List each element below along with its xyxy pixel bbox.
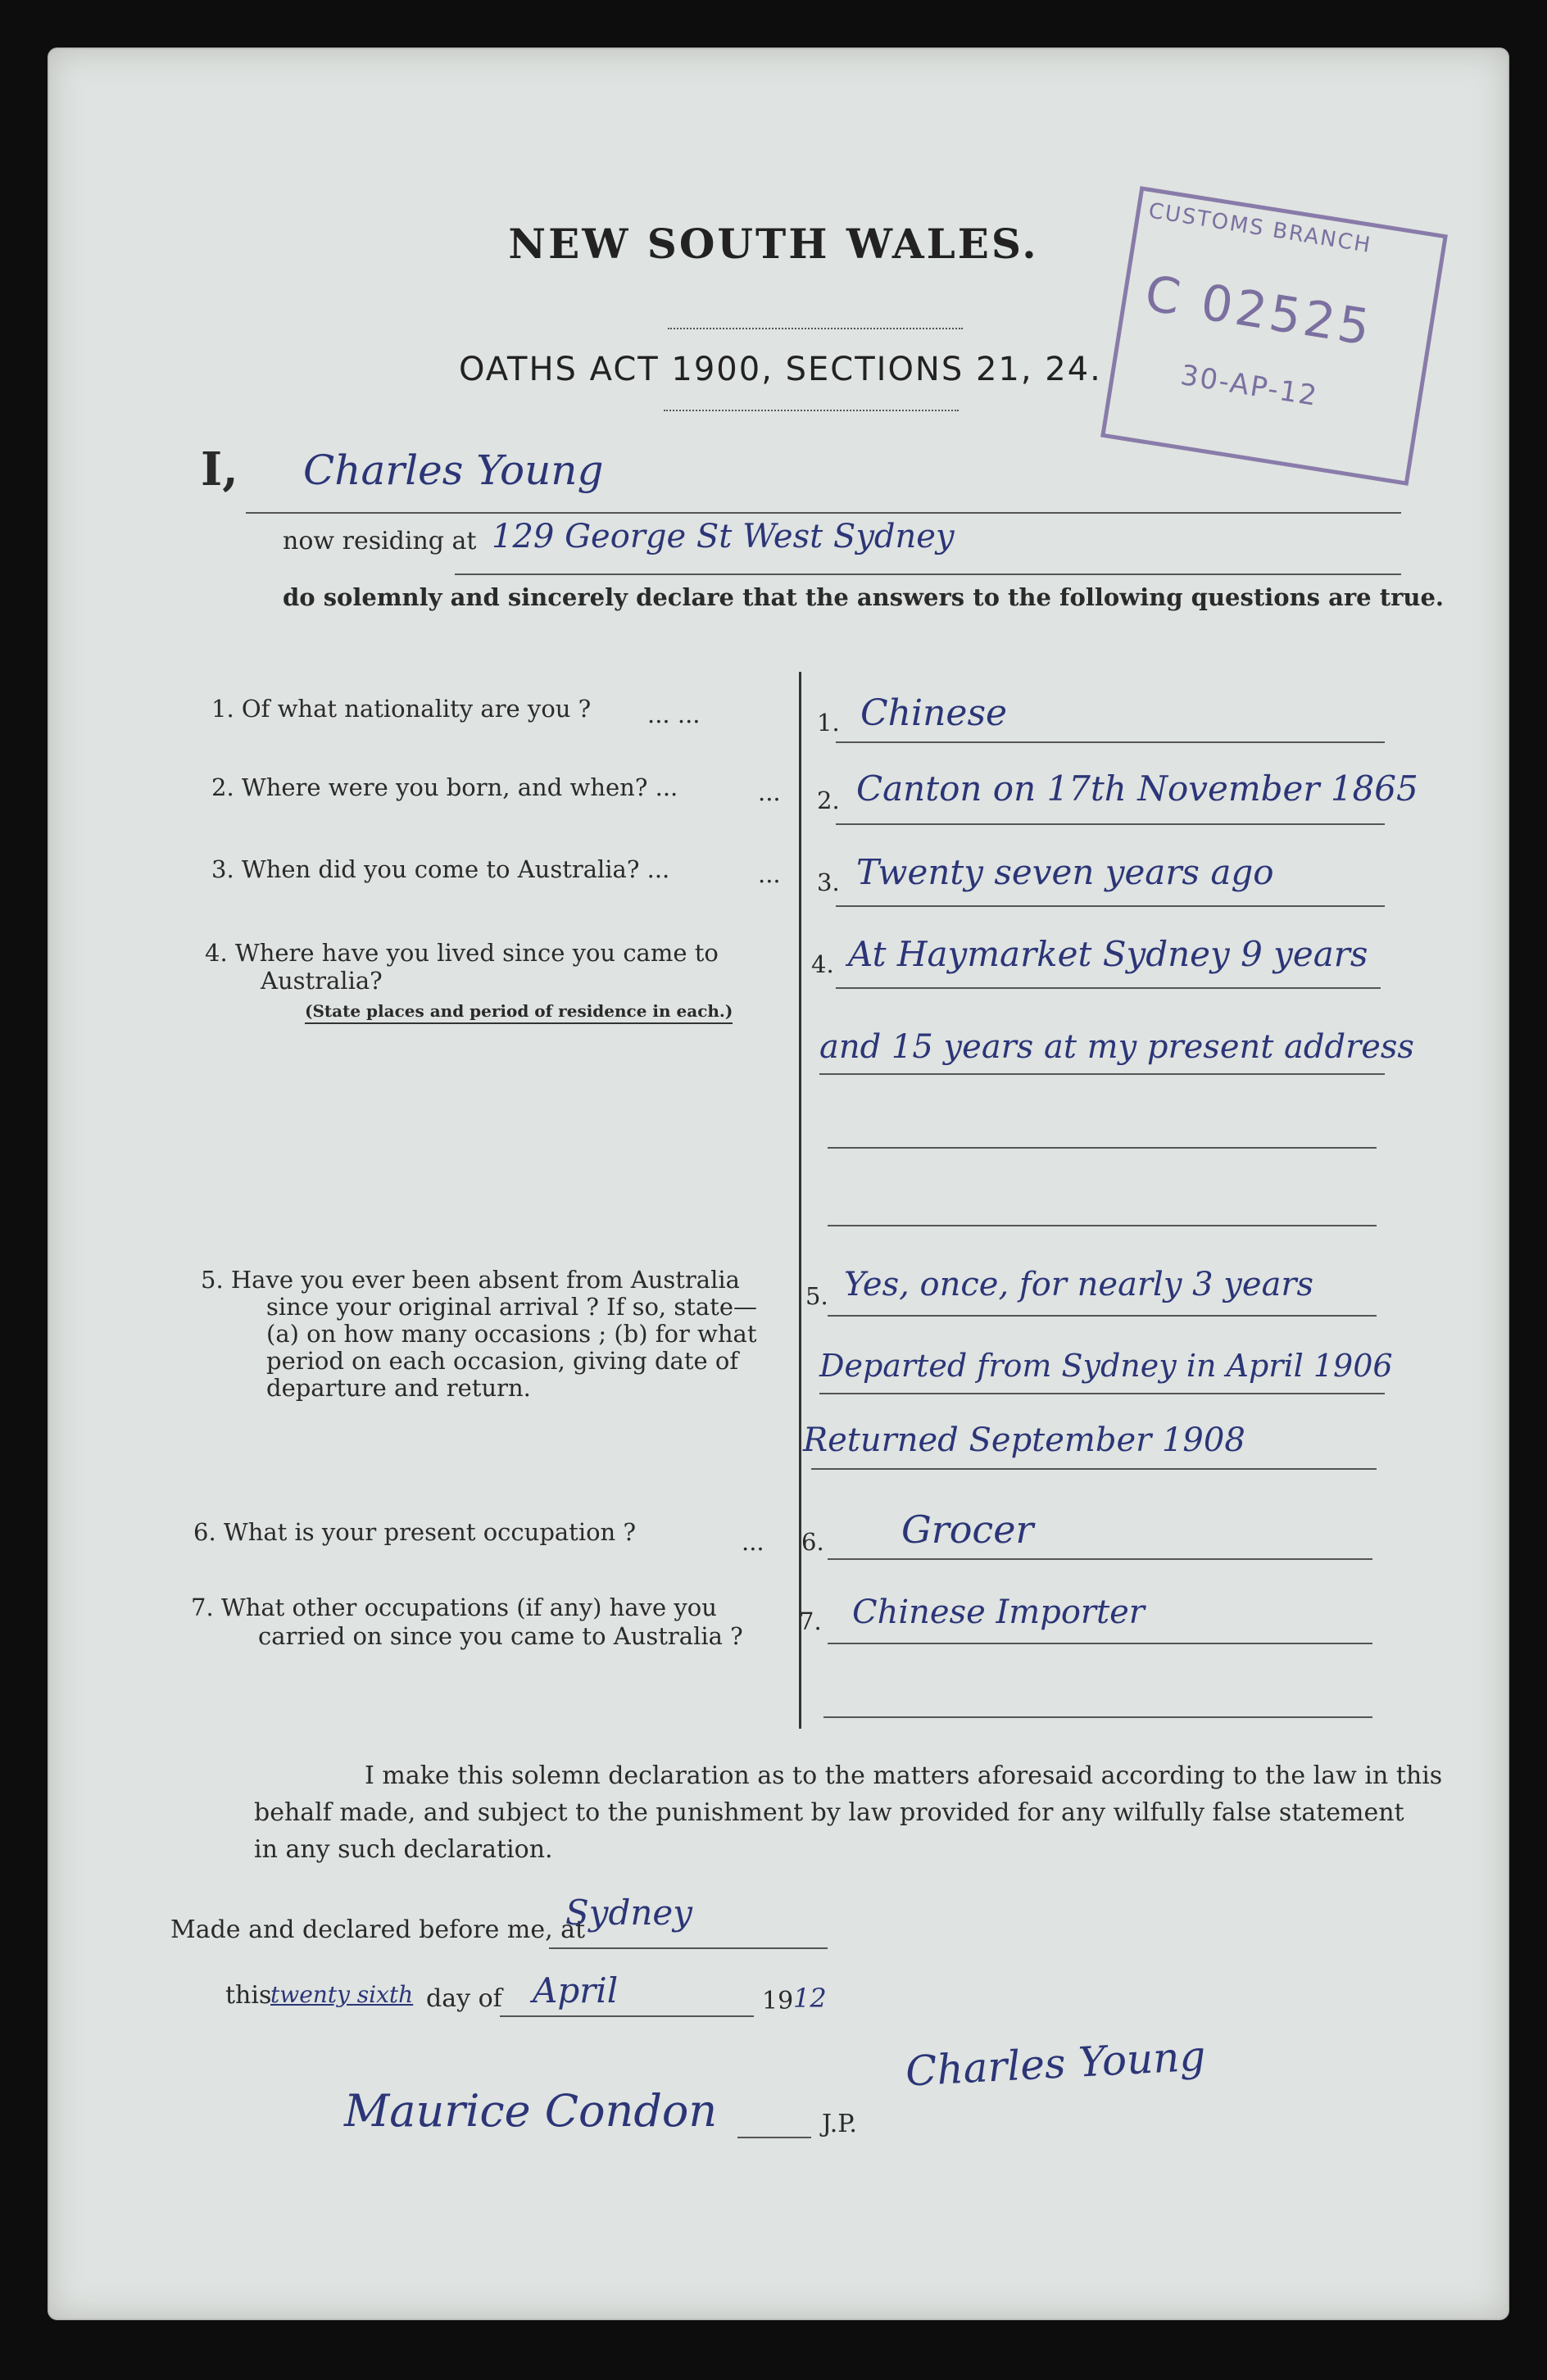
answer-5-line-3-rule	[811, 1468, 1377, 1470]
year-prefix: 19	[762, 1987, 794, 2015]
answer-4-line-2-rule	[819, 1073, 1385, 1075]
declaration-line-1: I make this solemn declaration as to the matters aforesaid according to the law in this	[365, 1761, 1443, 1790]
answer-4-number: 4.	[811, 950, 834, 978]
question-4-line-2: Australia?	[261, 967, 383, 995]
answer-4-line-1-rule	[836, 987, 1381, 989]
question-5-line-5: departure and return.	[266, 1374, 531, 1402]
place-line	[549, 1947, 828, 1949]
declarant-name: Charles Young	[303, 447, 604, 494]
name-line	[246, 512, 1401, 514]
question-5-line-4: period on each occasion, giving date of	[266, 1347, 739, 1375]
question-3: 3. When did you come to Australia? ...	[211, 855, 670, 883]
question-6-dots: ...	[742, 1528, 764, 1556]
jp-label: J.P.	[822, 2110, 857, 2138]
answer-6-line	[828, 1558, 1372, 1560]
customs-stamp	[1100, 186, 1448, 486]
answer-1: Chinese	[860, 692, 1008, 734]
answer-3-number: 3.	[817, 868, 840, 896]
declared-day: twenty sixth	[270, 1981, 414, 2008]
question-2: 2. Where were you born, and when? ...	[211, 773, 678, 801]
question-2-dots: ...	[758, 778, 781, 806]
document-title: NEW SOUTH WALES.	[508, 220, 1039, 268]
question-7-line-2: carried on since you came to Australia ?	[258, 1622, 743, 1650]
stamp-date: 30-AP-12	[1177, 359, 1321, 414]
subtitle-divider	[664, 410, 959, 416]
question-1: 1. Of what nationality are you ?	[211, 695, 592, 723]
question-4-note: (State places and period of residence in each.)	[305, 1001, 733, 1024]
declared-place: Sydney	[565, 1893, 693, 1933]
address: 129 George St West Sydney	[492, 518, 955, 555]
answer-7-line-1-rule	[828, 1643, 1372, 1644]
jp-signature: Maurice Condon	[344, 2085, 718, 2137]
column-divider	[799, 672, 801, 1729]
answer-6: Grocer	[901, 1507, 1034, 1552]
answer-6-number: 6.	[801, 1528, 824, 1556]
answer-4-line-3-rule	[828, 1147, 1377, 1149]
answer-2-number: 2.	[817, 787, 840, 814]
answer-3-line	[836, 905, 1385, 907]
stamp-top-text: CUSTOMS BRANCH	[1146, 198, 1374, 259]
declared-month: April	[533, 1970, 619, 2011]
answer-7: Chinese Importer	[852, 1593, 1145, 1631]
day-of-label: day of	[426, 1984, 502, 2013]
stamp-number: C 02525	[1141, 265, 1377, 358]
answer-5-line-2: Departed from Sydney in April 1906	[819, 1348, 1393, 1384]
declaration-line-3: in any such declaration.	[254, 1835, 553, 1864]
question-4-line-1: 4. Where have you lived since you came to	[205, 939, 719, 967]
declarant-signature: Charles Young	[904, 2032, 1207, 2096]
title-divider	[668, 328, 963, 334]
address-line	[455, 573, 1401, 575]
i-label: I,	[201, 442, 238, 496]
answer-1-line	[836, 741, 1385, 743]
question-7-line-1: 7. What other occupations (if any) have you	[191, 1593, 717, 1621]
document-subtitle: OATHS ACT 1900, SECTIONS 21, 24.	[459, 351, 1102, 388]
question-5-line-3: (a) on how many occasions ; (b) for what	[266, 1320, 757, 1348]
answer-7-number: 7.	[799, 1607, 822, 1635]
question-1-dots: ... ...	[647, 700, 701, 728]
answer-5-line-1-rule	[828, 1315, 1377, 1317]
answer-5-line-2-rule	[819, 1393, 1385, 1394]
jp-line	[737, 2137, 811, 2138]
answer-4-line-1: At Haymarket Sydney 9 years	[848, 934, 1368, 974]
this-label: this	[225, 1981, 272, 2010]
question-5-line-2: since your original arrival ? If so, state—	[266, 1293, 758, 1321]
question-3-dots: ...	[758, 860, 781, 888]
answer-2: Canton on 17th November 1865	[856, 768, 1418, 809]
year-suffix: 12	[793, 1983, 827, 2014]
question-6: 6. What is your present occupation ?	[193, 1518, 636, 1546]
declaration-line-2: behalf made, and subject to the punishment by law provided for any wilfully false statement	[254, 1798, 1404, 1827]
question-5-line-1: 5. Have you ever been absent from Australia	[201, 1266, 740, 1294]
answer-5-line-3: Returned September 1908	[803, 1421, 1245, 1459]
answer-1-number: 1.	[817, 709, 840, 737]
answer-4-line-4-rule	[828, 1225, 1377, 1226]
declare-statement: do solemnly and sincerely declare that the answers to the following questions are true.	[283, 583, 1445, 611]
answer-2-line	[836, 823, 1385, 825]
answer-3: Twenty seven years ago	[856, 852, 1274, 892]
answer-5-line-1: Yes, once, for nearly 3 years	[844, 1266, 1314, 1303]
made-declared-label: Made and declared before me, at	[170, 1915, 586, 1944]
answer-5-number: 5.	[805, 1282, 828, 1310]
residing-label: now residing at	[283, 527, 477, 555]
answer-4-line-2: and 15 years at my present address	[819, 1028, 1414, 1066]
month-line	[500, 2015, 754, 2017]
answer-7-line-2-rule	[823, 1716, 1372, 1718]
